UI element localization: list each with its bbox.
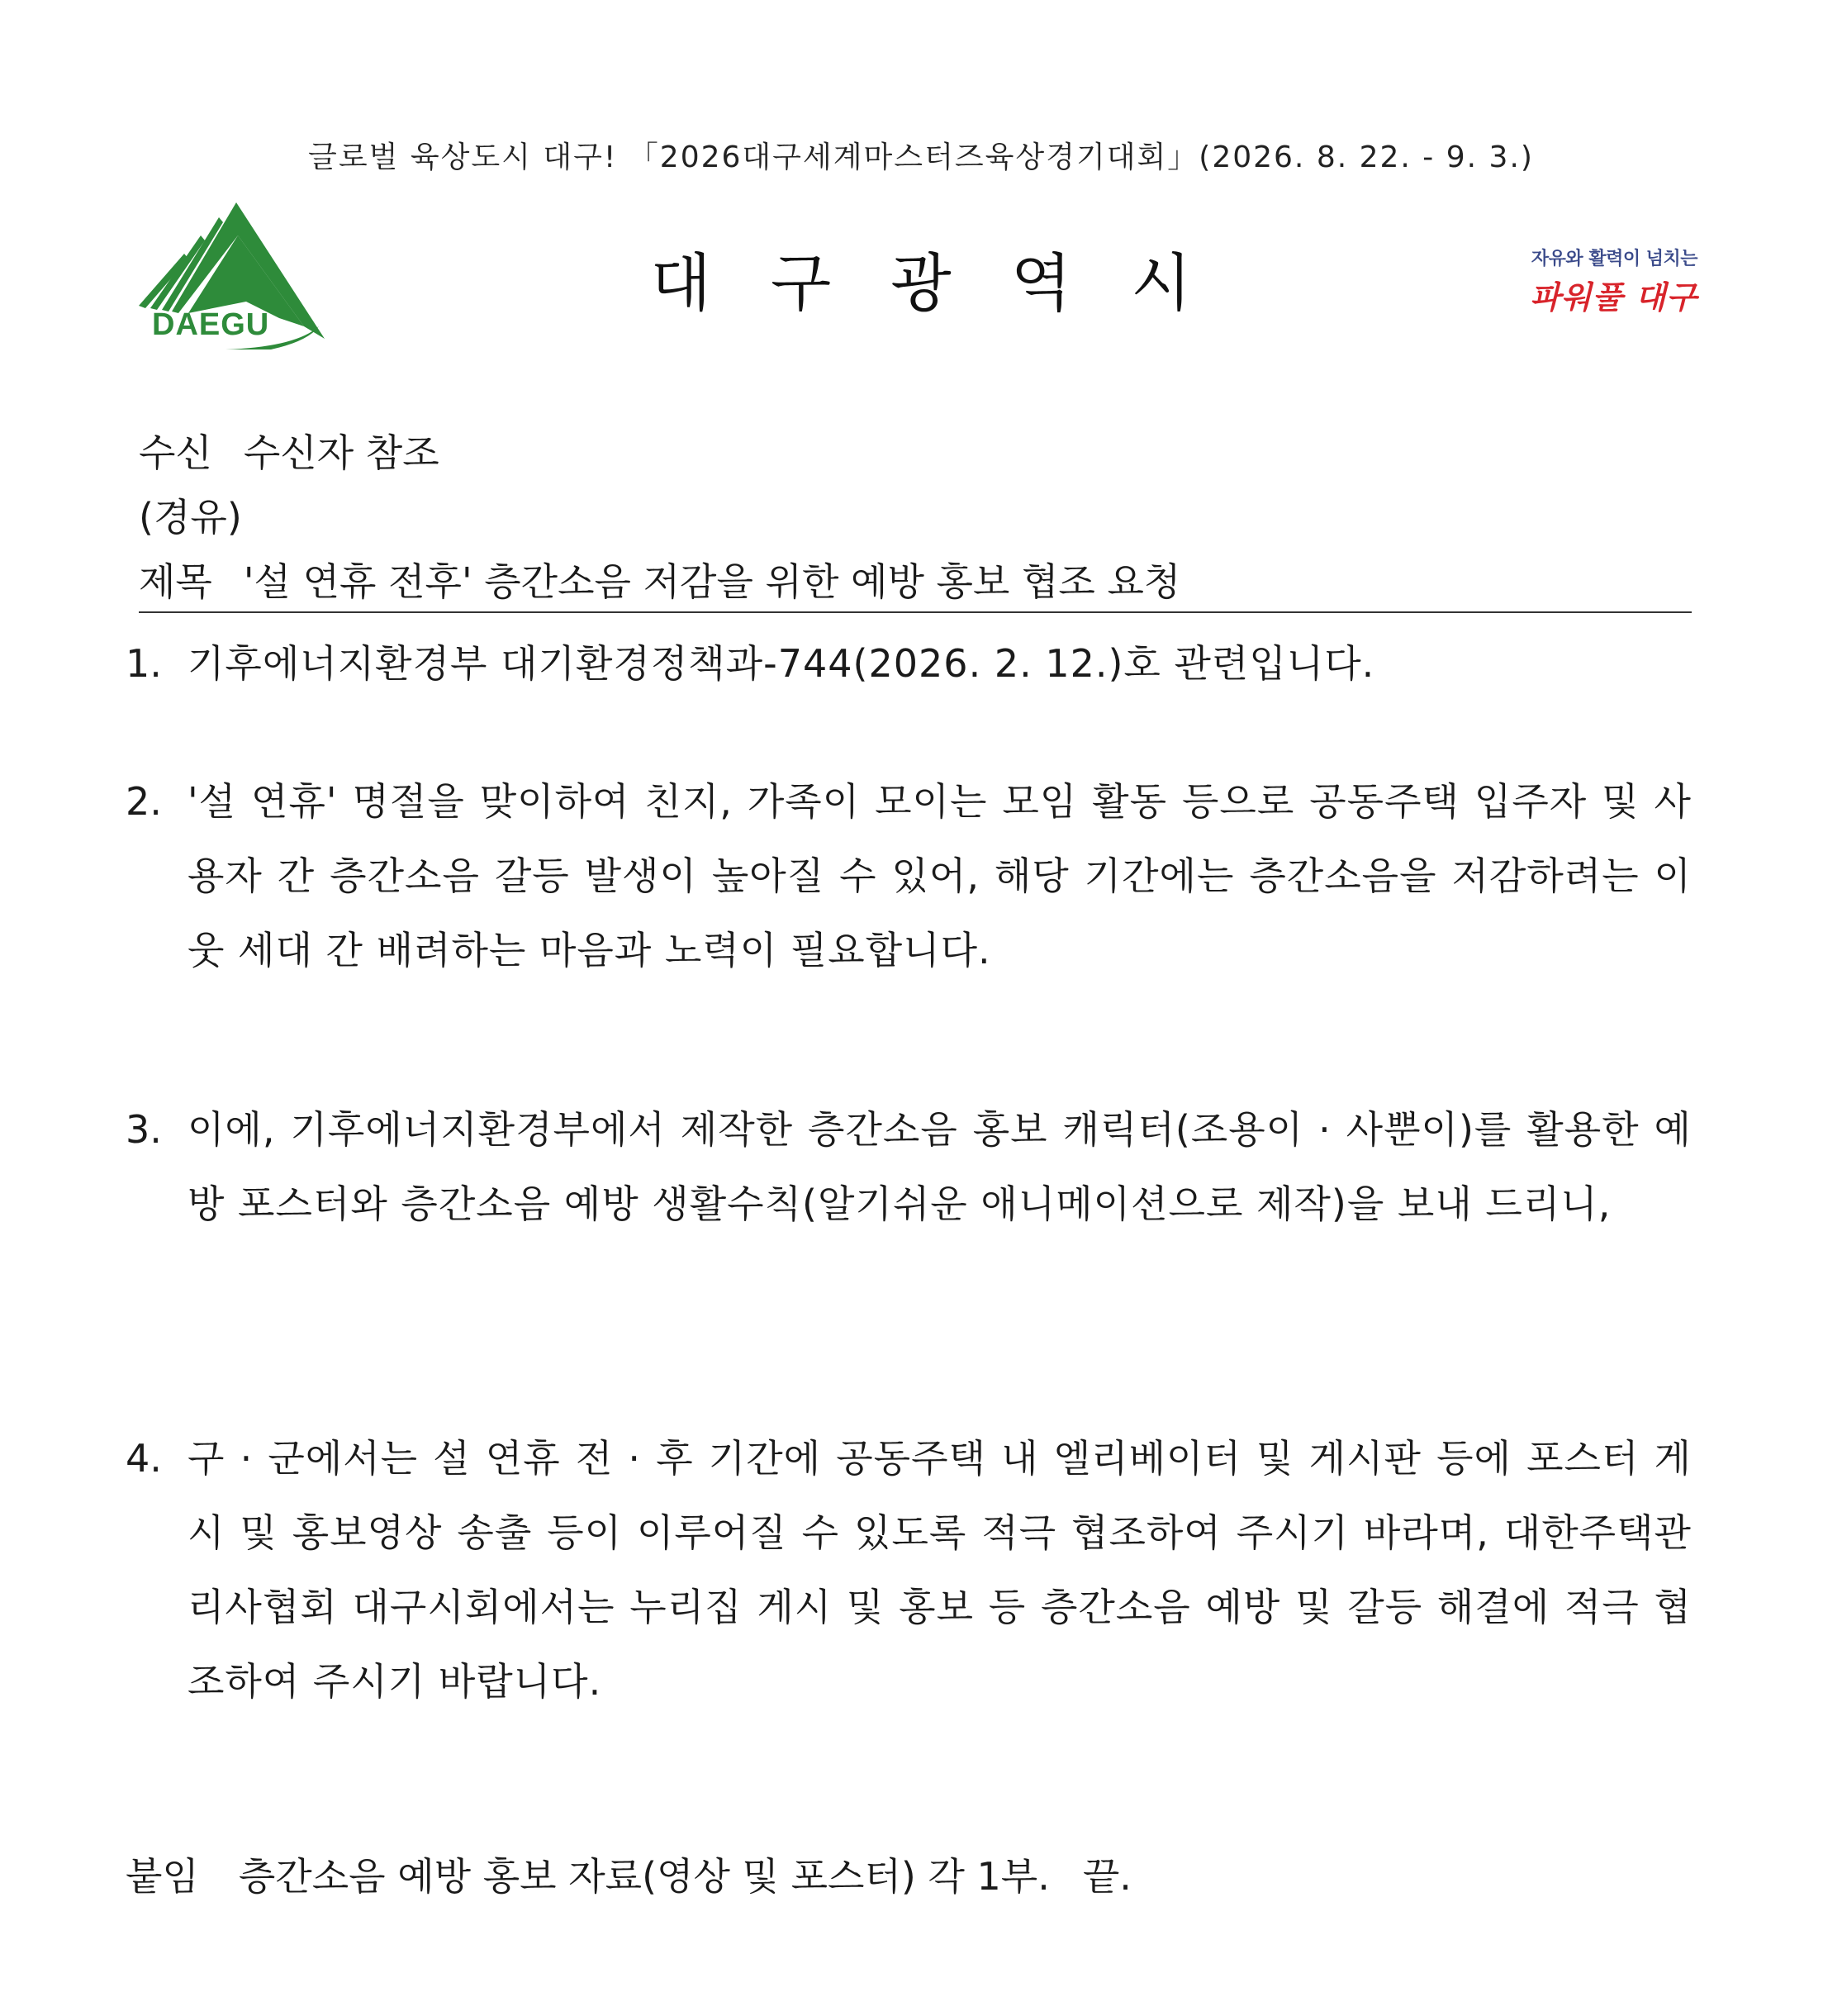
paragraph-number: 1. (126, 641, 162, 686)
paragraph-text: '설 연휴' 명절을 맞이하여 친지, 가족이 모이는 모임 활동 등으로 공동주택 입주자 및 사용자 간 층간소음 갈등 발생이 높아질 수 있어, 해당 기간에는 층간소음을 저감하려는 이웃 세대 간 배려하는 마음과 노력이 필요합니다. (188, 779, 1692, 972)
attachment-label: 붙임 (126, 1854, 199, 1899)
paragraph-3 (126, 1092, 1692, 1241)
paragraph-text: 기후에너지환경부 대기환경정책과-744(2026. 2. 12.)호 관련입니다. (188, 641, 1375, 686)
via-line: (경유) (139, 495, 242, 540)
recipient-value: 수신자 참조 (243, 430, 439, 475)
attachment-line (126, 1847, 1132, 1901)
slogan-banner: 글로벌 육상도시 대구! 「2026대구세계마스터즈육상경기대회」(2026. 8. 22. - 9. 3.) (308, 140, 1534, 174)
paragraph-number: 4. (126, 1436, 162, 1481)
brand-main-text: 파워풀 대구 (1530, 279, 1697, 316)
org-title: 대구광역시 (650, 246, 1251, 320)
brand-sub-text: 자유와 활력이 넘치는 (1531, 249, 1697, 269)
subject-line (139, 552, 1180, 606)
subject-value: '설 연휴 전후' 층간소음 저감을 위한 예방 홍보 협조 요청 (243, 559, 1181, 604)
paragraph-4 (126, 1421, 1692, 1719)
recipient-line (139, 423, 439, 478)
paragraph-2 (126, 764, 1692, 987)
paragraph-text: 이에, 기후에너지환경부에서 제작한 층간소음 홍보 캐릭터(조용이 · 사뿐이)를 활용한 예방 포스터와 층간소음 예방 생활수칙(알기쉬운 애니메이션으로 제작)을 보내 드리니, (188, 1107, 1692, 1226)
recipient-label: 수신 (139, 430, 212, 475)
subject-label: 제목 (139, 559, 212, 604)
paragraph-number: 3. (126, 1107, 162, 1152)
paragraph-number: 2. (126, 779, 162, 824)
paragraph-text: 구 · 군에서는 설 연휴 전 · 후 기간에 공동주택 내 엘리베이터 및 게시판 등에 포스터 게시 및 홍보영상 송출 등이 이루어질 수 있도록 적극 협조하여 주시기 바라며, 대한주택관리사협회 대구시회에서는 누리집 게시 및 홍보 등 층간소음 예방 및 갈등 해결에 적극 협조하여 주시기 바랍니다. (188, 1436, 1692, 1704)
attachment-end: 끝. (1082, 1854, 1132, 1899)
brand-slogan (1499, 245, 1697, 317)
header-divider (139, 611, 1692, 613)
logo-wordmark: DAEGU (152, 307, 270, 342)
paragraph-1 (126, 626, 1692, 701)
attachment-value: 층간소음 예방 홍보 자료(영상 및 포스터) 각 1부. (238, 1854, 1050, 1899)
